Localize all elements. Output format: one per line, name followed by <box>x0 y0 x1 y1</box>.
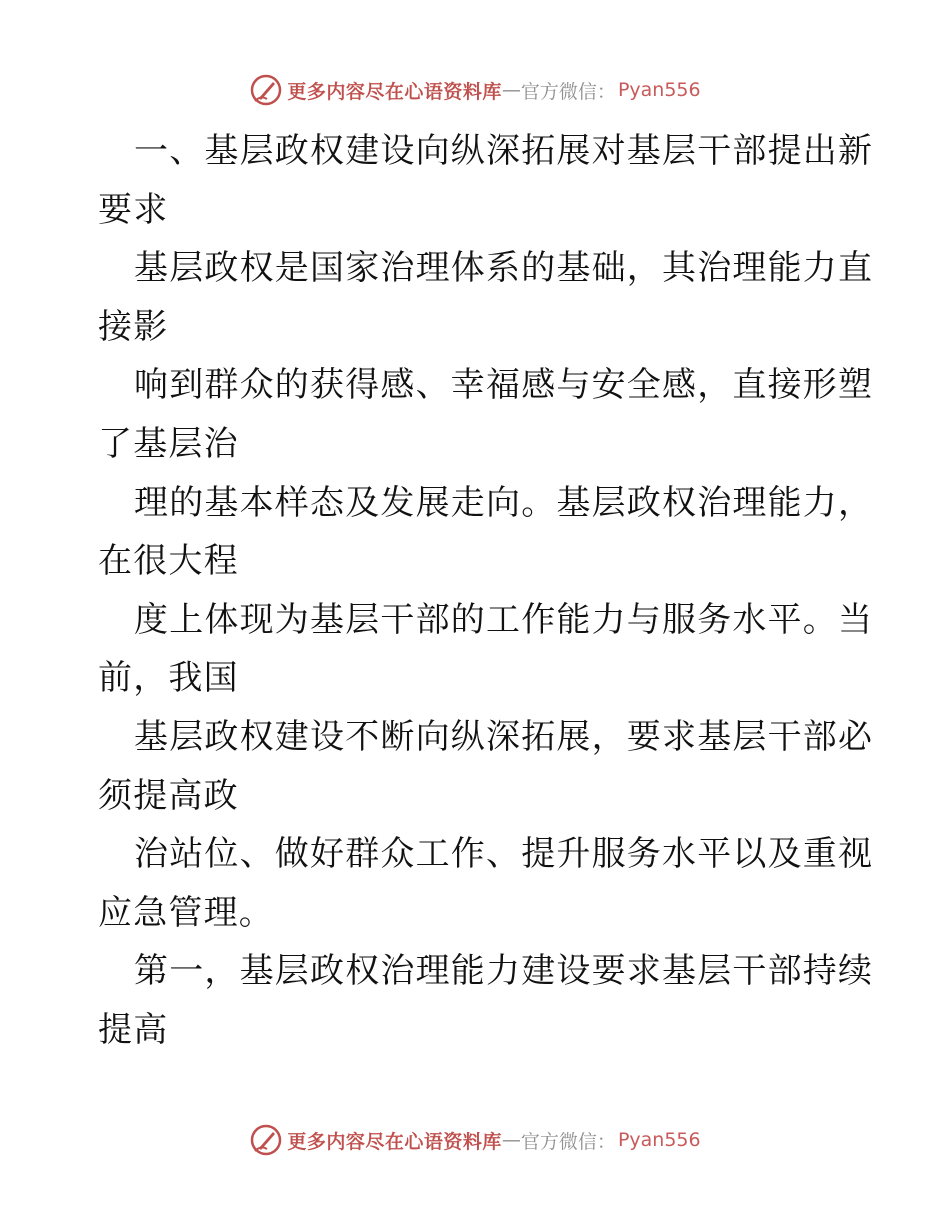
text-line: 基层政权是国家治理体系的基础，其治理能力直 <box>134 248 874 289</box>
watermark-dash: — <box>501 79 521 101</box>
text-line: 度上体现为基层干部的工作能力与服务水平。当 <box>134 599 874 640</box>
text-line: 理的基本样态及发展走向。基层政权治理能力， <box>134 482 874 523</box>
watermark-dash: — <box>501 1129 521 1151</box>
document-body <box>98 122 874 1060</box>
text-line: 要求 <box>98 189 169 230</box>
text-line: 提高 <box>98 1009 169 1050</box>
quill-logo-icon <box>249 73 283 107</box>
watermark-label: 官方微信： <box>520 80 616 103</box>
text-line: 须提高政 <box>98 775 239 816</box>
text-line: 在很大程 <box>98 541 239 582</box>
watermark-header <box>0 70 950 110</box>
watermark-footer <box>0 1120 950 1160</box>
text-line: 第一，基层政权治理能力建设要求基层干部持续 <box>134 951 874 992</box>
text-line: 基层政权建设不断向纵深拓展，要求基层干部必 <box>134 716 874 757</box>
watermark-brand-text: 更多内容尽在心语资料库 <box>287 80 502 103</box>
watermark-wechat-id: Pyan556 <box>617 1129 701 1151</box>
watermark-label: 官方微信： <box>520 1130 616 1153</box>
text-line: 接影 <box>98 306 169 347</box>
watermark-wechat-id: Pyan556 <box>617 79 701 101</box>
watermark-brand-text: 更多内容尽在心语资料库 <box>287 1130 502 1153</box>
text-line: 响到群众的获得感、幸福感与安全感，直接形塑 <box>134 365 874 406</box>
text-line: 一、基层政权建设向纵深拓展对基层干部提出新 <box>134 131 874 171</box>
text-line: 了基层治 <box>98 423 239 464</box>
text-line: 治站位、做好群众工作、提升服务水平以及重视 <box>134 834 874 875</box>
text-line: 前，我国 <box>98 658 239 699</box>
text-line: 应急管理。 <box>98 892 274 933</box>
quill-logo-icon <box>249 1123 283 1157</box>
